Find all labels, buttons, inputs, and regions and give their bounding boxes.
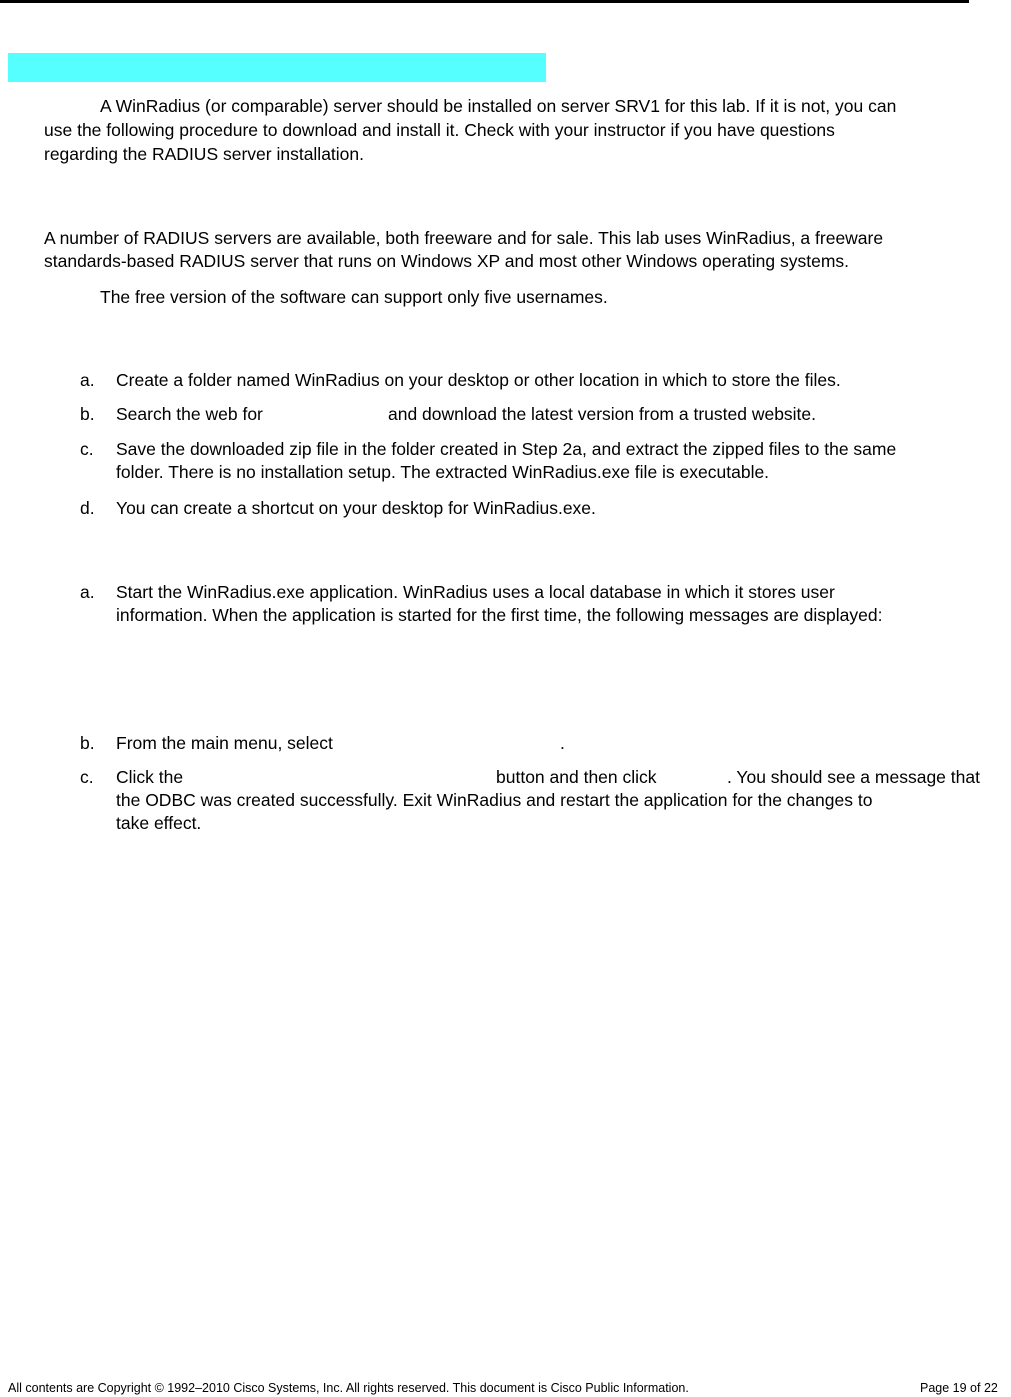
config-step-a-line-1: Start the WinRadius.exe application. WinRadius uses a local database in which it stores user [116, 582, 835, 602]
footer-copyright: All contents are Copyright © 1992–2010 Cisco Systems, Inc. All rights reserved. This document is Cisco Public Information. [8, 1381, 689, 1395]
section-heading-highlight [8, 53, 546, 82]
intro-line-2: use the following procedure to download and install it. Check with your instructor if you have questions [44, 120, 835, 140]
install-step-a-letter: a. [80, 370, 95, 390]
config-step-a-letter: a. [80, 582, 95, 602]
config-step-a-line-2: information. When the application is started for the first time, the following messages are displayed: [116, 605, 883, 625]
install-step-d-letter: d. [80, 498, 95, 518]
config-step-b-letter: b. [80, 733, 95, 753]
config-step-b-text-before: From the main menu, select [116, 733, 333, 753]
servers-line-2: standards-based RADIUS server that runs on Windows XP and most other Windows operating systems. [44, 251, 850, 271]
footer-page-number: Page 19 of 22 [920, 1381, 998, 1395]
header-rule [0, 0, 969, 3]
config-step-c-text-after: . You should see a message that [727, 767, 980, 787]
install-step-b-text-after: and download the latest version from a trusted website. [388, 404, 817, 424]
config-step-c-text-before: Click the [116, 767, 184, 787]
install-step-b-letter: b. [80, 404, 95, 424]
config-step-c-letter: c. [80, 767, 94, 787]
intro-line-3: regarding the RADIUS server installation. [44, 144, 365, 164]
install-step-c-line-1: Save the downloaded zip file in the folder created in Step 2a, and extract the zipped files to the same [116, 439, 897, 459]
install-step-d-text: You can create a shortcut on your desktop for WinRadius.exe. [116, 498, 596, 518]
install-step-b-text-before: Search the web for [116, 404, 263, 424]
servers-line-1: A number of RADIUS servers are available, both freeware and for sale. This lab uses WinRadius, a freeware [44, 228, 884, 248]
config-step-c-line-2: the ODBC was created successfully. Exit WinRadius and restart the application for the changes to [116, 790, 873, 810]
config-step-c-line-3: take effect. [116, 813, 202, 833]
install-step-a-text: Create a folder named WinRadius on your desktop or other location in which to store the files. [116, 370, 841, 390]
config-step-b-text-after: . [560, 733, 565, 753]
config-step-c-text-middle: button and then click [496, 767, 657, 787]
install-step-c-letter: c. [80, 439, 94, 459]
install-step-c-line-2: folder. There is no installation setup. The extracted WinRadius.exe file is executable. [116, 462, 770, 482]
servers-note: The free version of the software can support only five usernames. [100, 287, 608, 307]
intro-line-1: A WinRadius (or comparable) server should be installed on server SRV1 for this lab. If it is not, you can [100, 96, 897, 116]
